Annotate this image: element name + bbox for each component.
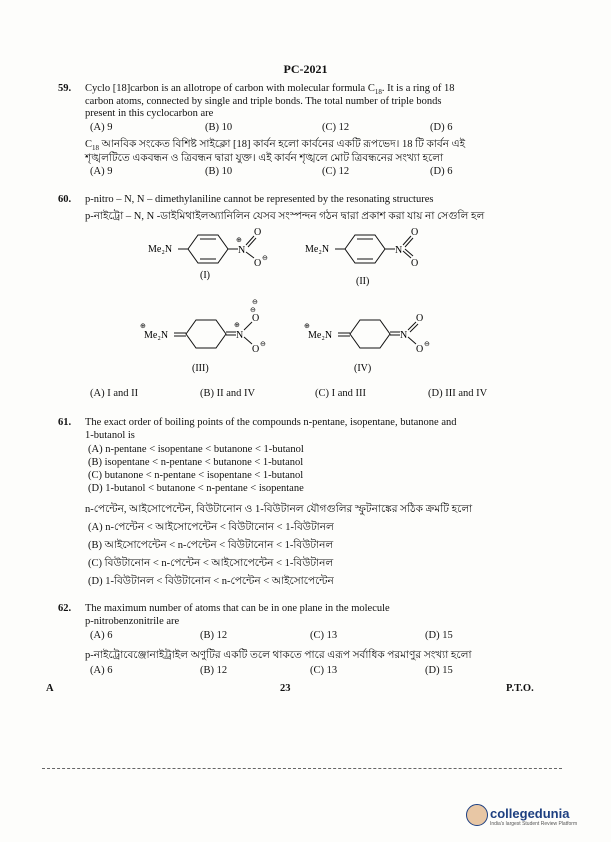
q62-bn-option-a: (A) 6 — [90, 665, 113, 676]
q62-option-c: (C) 13 — [310, 630, 338, 641]
svg-text:⊕: ⊕ — [140, 322, 146, 330]
svg-text:⊖: ⊖ — [262, 254, 268, 262]
q59-text-line1: Cyclo [18]carbon is an allotrope of carbon with molecular formula $C_{18}$. It is a ring of 18 — [85, 83, 455, 97]
structure-1-numeral: (I) — [200, 270, 210, 281]
q60-option-c: (C) I and III — [315, 388, 367, 399]
q61-bn-option-d: (D) 1-বিউটানল < বিউটানোন < n-পেন্টেন < আইসোপেন্টেন — [88, 576, 334, 587]
question-number-61: 61. — [58, 417, 72, 428]
structure-2-numeral: (II) — [356, 276, 370, 287]
svg-text:N: N — [238, 245, 246, 256]
collegedunia-logo-icon — [466, 804, 488, 826]
q59-option-c: (C) 12 — [322, 122, 350, 133]
q59-bn-option-c: (C) 12 — [322, 166, 350, 177]
structure-4-o2: O — [416, 344, 424, 355]
q59-bn-option-a: (A) 9 — [90, 166, 113, 177]
q62-text-line2: p-nitrobenzonitrile are — [85, 616, 180, 627]
q59-text-line3: present in this cyclocarbon are — [85, 108, 214, 119]
q61-option-b: (B) isopentane < n-pentane < butanone < 1-butanol — [88, 457, 304, 468]
q62-bn-option-c: (C) 13 — [310, 665, 338, 676]
structure-4-o1: O — [416, 313, 424, 324]
svg-text:⊖: ⊖ — [260, 340, 266, 348]
structure-1-o2: O — [254, 258, 262, 269]
footer-pto: P.T.O. — [506, 683, 534, 694]
q62-bn-option-b: (B) 12 — [200, 665, 228, 676]
svg-text:N: N — [395, 245, 403, 256]
svg-text:⊕: ⊕ — [304, 322, 310, 330]
q59-option-b: (B) 10 — [205, 122, 233, 133]
q59-option-d: (D) 6 — [430, 122, 453, 133]
svg-text:N: N — [236, 330, 244, 341]
svg-text:⊖: ⊖ — [250, 306, 256, 314]
q62-bengali-line1: p-নাইট্রোবেঞ্জোনাইট্রাইল অণুটির একটি তলে থাকতে পারে এরূপ সর্বাধিক পরমাণুর সংখ্যা হলো — [85, 650, 472, 661]
q62-option-d: (D) 15 — [425, 630, 453, 641]
q59-text-line2: carbon atoms, connected by single and triple bonds. The total number of triple bonds — [85, 96, 442, 107]
structure-3-o2: O — [252, 344, 260, 355]
svg-text:⊖: ⊖ — [424, 340, 430, 348]
q61-bn-option-a: (A) n-পেন্টেন < আইসোপেন্টেন < বিউটানোন < 1-বিউটানল — [88, 522, 334, 533]
structure-2-o2: O — [411, 258, 419, 269]
structure-3-o1: O — [252, 313, 260, 324]
structure-2-o1: O — [411, 227, 419, 238]
q61-bengali-line1: n-পেন্টেন, আইসোপেন্টেন, বিউটানোন ও 1-বিউটানল যৌগগুলির স্ফুটনাঙ্কের সঠিক ক্রমটি হলো — [85, 504, 473, 515]
q62-option-a: (A) 6 — [90, 630, 113, 641]
question-number-59: 59. — [58, 83, 72, 94]
resonance-structures — [140, 226, 480, 376]
q61-option-a: (A) n-pentane < isopentane < butanone < 1-butanol — [88, 444, 304, 455]
brand-tagline: India's largest Student Review Platform — [490, 821, 578, 827]
footer-page-number: 23 — [280, 683, 291, 694]
footer-booklet-letter: A — [46, 683, 54, 694]
structure-4-numeral: (IV) — [354, 363, 372, 374]
q61-bn-option-c: (C) বিউটানোন < n-পেন্টেন < আইসোপেন্টেন < 1-বিউটানল — [88, 558, 334, 569]
q59-bn-option-b: (B) 10 — [205, 166, 233, 177]
question-number-62: 62. — [58, 603, 72, 614]
q61-option-c: (C) butanone < n-pentane < isopentane < 1-butanol — [88, 470, 304, 481]
structure-2-nme2: Me₂N — [305, 244, 330, 255]
svg-text:⊖: ⊖ — [252, 298, 258, 306]
structure-4-nme2: Me₂N — [308, 330, 333, 341]
structure-4 — [304, 313, 430, 374]
structure-3-nme2: Me₂N — [144, 330, 169, 341]
paper-code: PC-2021 — [283, 62, 328, 76]
structure-2 — [305, 227, 418, 287]
brand-name: collegedunia — [490, 806, 570, 821]
q60-option-a: (A) I and II — [90, 388, 139, 399]
q59-bengali-line1: $C_{18}$ আনবিক সংকেত বিশিষ্ট সাইক্লো [18] কার্বন হলো কার্বনের একটি রূপভেদ। 18 টি কার্বন এই — [85, 139, 466, 153]
svg-text:N: N — [400, 330, 408, 341]
q61-bn-option-b: (B) আইসোপেন্টেন < n-পেন্টেন < বিউটানোন < 1-বিউটানল — [88, 540, 334, 551]
q60-bengali-line1: p-নাইট্রো – N, N -ডাইমিথাইলঅ্যানিলিন যেসব সংস্পন্দন গঠন দ্বারা প্রকাশ করা যায় না সেগুলি হল — [85, 211, 485, 222]
svg-text:⊕: ⊕ — [236, 236, 242, 244]
q59-bn-option-d: (D) 6 — [430, 166, 453, 177]
collegedunia-brand — [490, 806, 577, 827]
q59-bengali-line2: শৃঙ্খলটিতে একবন্ধন ও ত্রিবন্ধন দ্বারা যুক্ত। এই কার্বন শৃঙ্খলে মোট ত্রিবন্ধনের সংখ্যা হলো — [85, 153, 444, 164]
q62-text-line1: The maximum number of atoms that can be in one plane in the molecule — [85, 603, 390, 614]
q59-option-a: (A) 9 — [90, 122, 113, 133]
q62-bn-option-d: (D) 15 — [425, 665, 453, 676]
q61-text-line2: 1-butanol is — [85, 430, 135, 441]
structure-3 — [140, 298, 266, 374]
q61-text-line1: The exact order of boiling points of the compounds n-pentane, isopentane, butanone and — [85, 417, 457, 428]
bottom-divider — [42, 768, 562, 769]
q60-text-line1: p-nitro – N, N – dimethylaniline cannot be represented by the resonating structures — [85, 194, 434, 205]
q62-option-b: (B) 12 — [200, 630, 228, 641]
structure-3-numeral: (III) — [192, 363, 209, 374]
structure-1-nme2: Me₂N — [148, 244, 173, 255]
structure-1-o1: O — [254, 227, 262, 238]
question-number-60: 60. — [58, 194, 72, 205]
q60-option-d: (D) III and IV — [428, 388, 488, 399]
q61-option-d: (D) 1-butanol < butanone < n-pentane < isopentane — [88, 483, 304, 494]
svg-text:⊕: ⊕ — [234, 321, 240, 329]
structure-1 — [148, 227, 268, 281]
q60-option-b: (B) II and IV — [200, 388, 256, 399]
